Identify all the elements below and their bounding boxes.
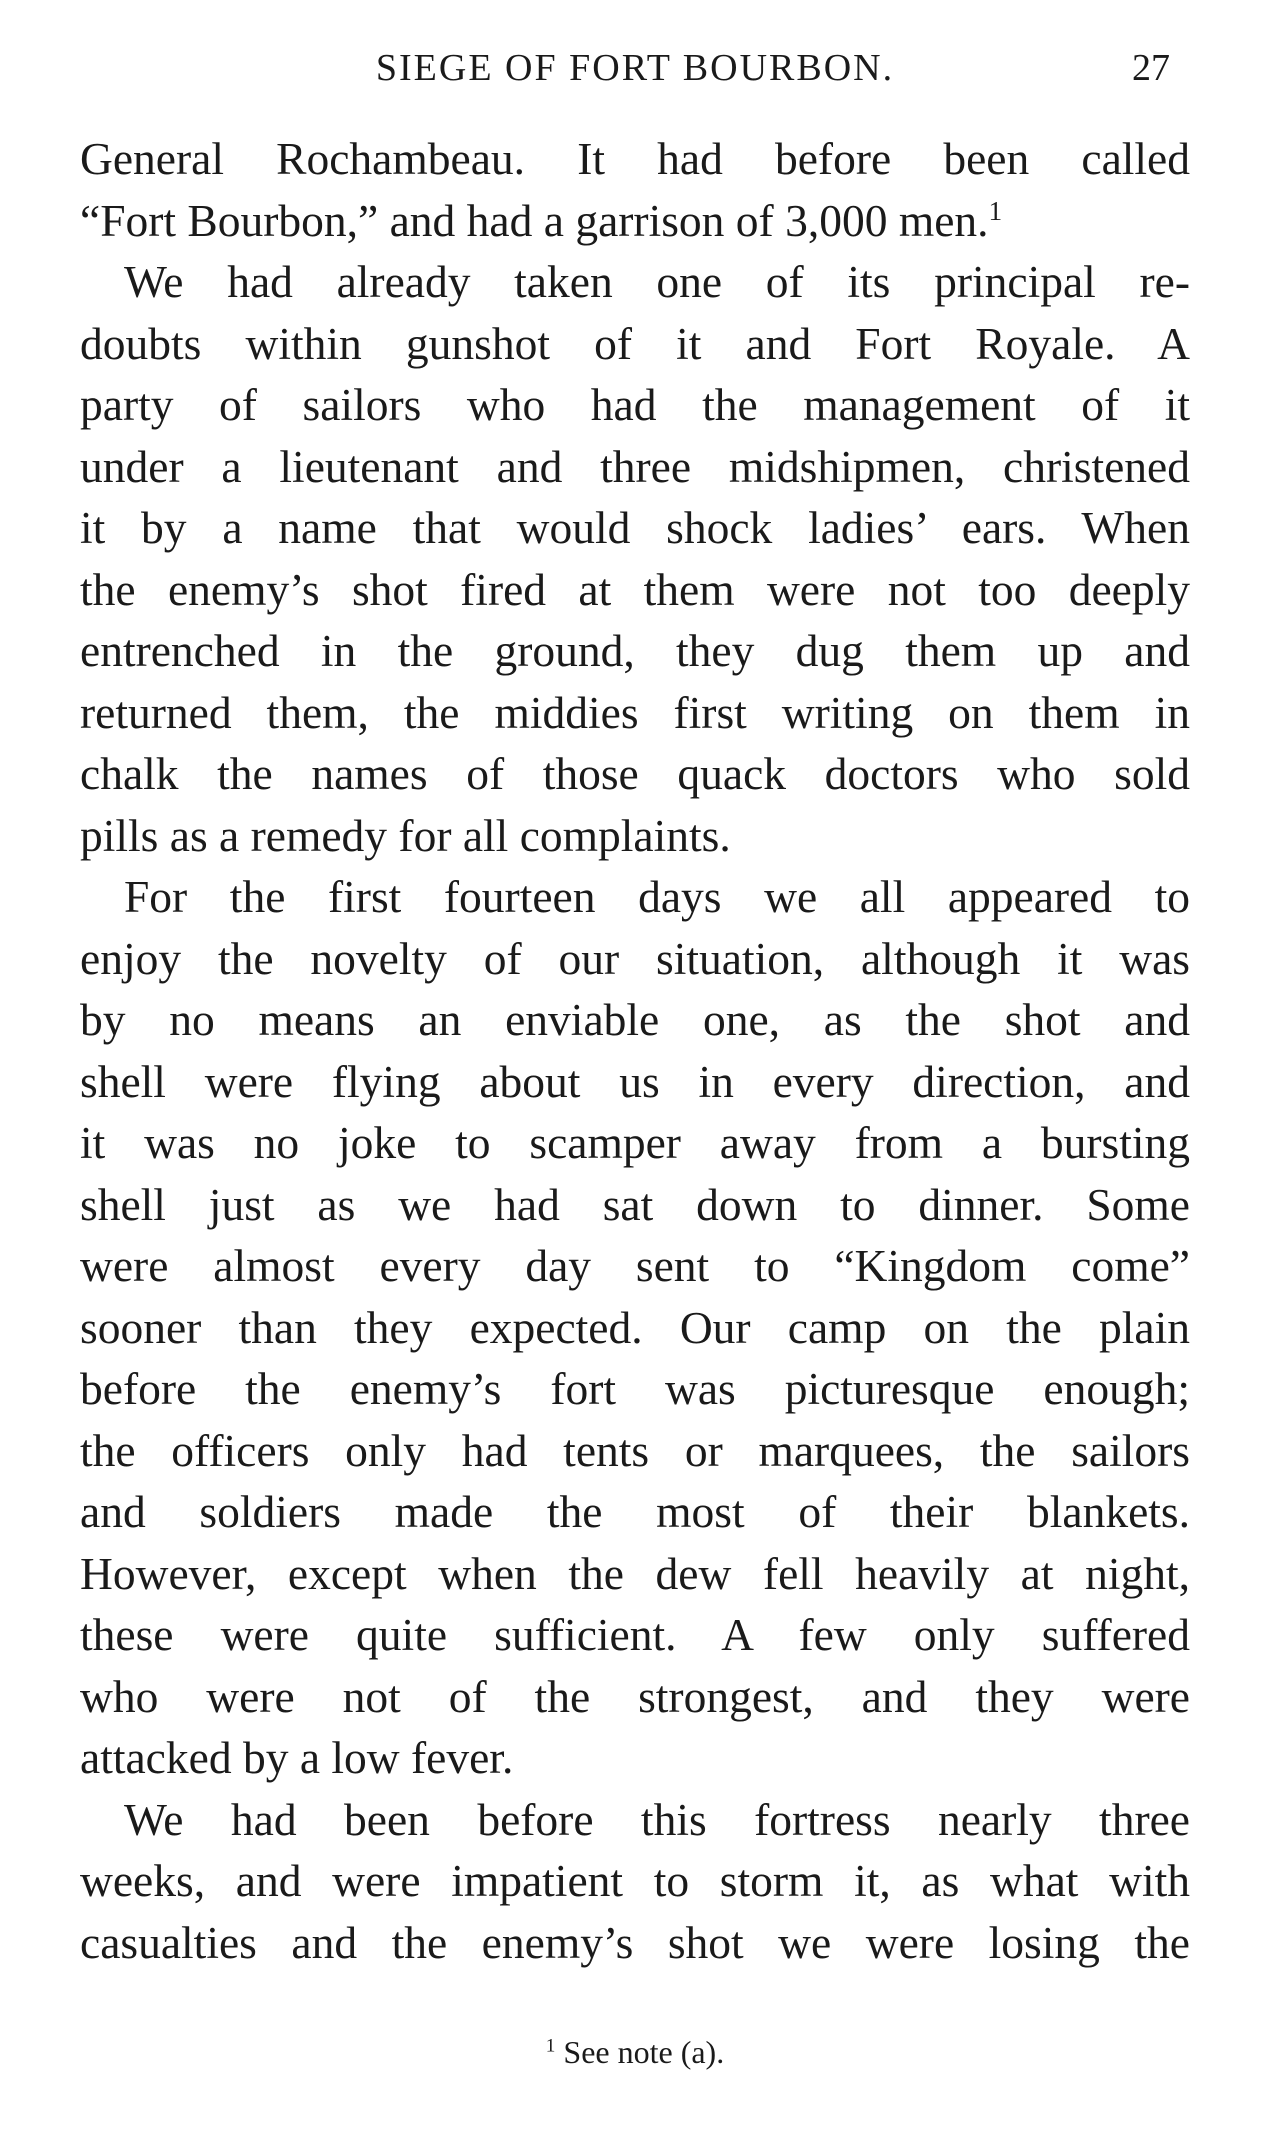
text-line: We had been before this fortress nearly three [124, 1793, 1190, 1845]
text-line: party of sailors who had the management of it [80, 379, 1190, 430]
text-line: who were not of the strongest, and they were [80, 1670, 1190, 1722]
text-line: it was no joke to scamper away from a bursting [80, 1117, 1190, 1168]
text-line: these were quite sufficient. A few only suffered [80, 1609, 1190, 1660]
text-line: “Fort Bourbon,” and had a garrison of 3,000 men. [80, 194, 989, 246]
text-line: it by a name that would shock ladies’ ears. When [80, 502, 1190, 553]
paragraph-3 [80, 866, 1190, 1789]
footnote-text: See note (a). [563, 2034, 725, 2070]
paragraph-4 [80, 1789, 1190, 1974]
text-line: doubts within gunshot of it and Fort Royale. A [80, 317, 1190, 369]
text-line: General Rochambeau. It had before been called [80, 133, 1190, 184]
text-line: casualties and the enemy’s shot we were losing the [80, 1916, 1190, 1968]
text-line: shell were flying about us in every direction, and [80, 1055, 1190, 1107]
text-line: under a lieutenant and three midshipmen, christened [80, 440, 1190, 492]
text-line: the enemy’s shot fired at them were not too deeply [80, 563, 1190, 615]
paragraph-2 [80, 251, 1190, 866]
text-line: and soldiers made the most of their blankets. [80, 1486, 1190, 1537]
footnote-marker: 1 [988, 195, 1003, 226]
text-line: were almost every day sent to “Kingdom come” [80, 1240, 1190, 1291]
text-line: shell just as we had sat down to dinner. Some [80, 1178, 1190, 1230]
text-line: before the enemy’s fort was picturesque enough; [80, 1363, 1190, 1414]
footnote [0, 2030, 1270, 2074]
text-line: entrenched in the ground, they dug them up and [80, 625, 1190, 676]
page-number: 27 [1132, 47, 1170, 89]
running-head [80, 38, 1190, 98]
text-line: the officers only had tents or marquees, the sailors [80, 1424, 1190, 1476]
paragraph-1 [80, 128, 1190, 251]
text-line: weeks, and were impatient to storm it, as what with [80, 1855, 1190, 1906]
text-line-with-note [80, 190, 1190, 252]
text-line: For the first fourteen days we all appeared to [124, 871, 1190, 922]
text-line: sooner than they expected. Our camp on the plain [80, 1301, 1190, 1353]
text-line: attacked by a low fever. [80, 1732, 514, 1783]
text-line: returned them, the middies first writing on them in [80, 686, 1190, 738]
text-line: We had already taken one of its principal re- [124, 256, 1190, 307]
text-line: chalk the names of those quack doctors who sold [80, 748, 1190, 799]
running-title: SIEGE OF FORT BOURBON. [375, 47, 895, 89]
footnote-number: 1 [545, 2035, 556, 2057]
text-line: enjoy the novelty of our situation, although it was [80, 932, 1190, 984]
text-line: However, except when the dew fell heavily at night, [80, 1547, 1190, 1599]
body-text [80, 128, 1190, 1973]
text-line: pills as a remedy for all complaints. [80, 809, 731, 861]
text-line: by no means an enviable one, as the shot and [80, 994, 1190, 1045]
